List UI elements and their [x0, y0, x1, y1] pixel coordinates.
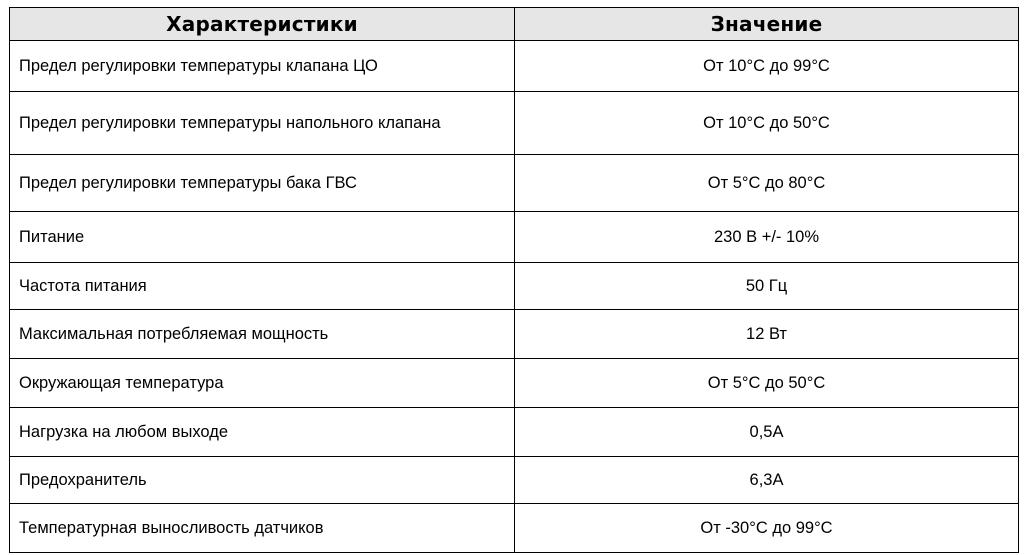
- row-name: Окружающая температура: [10, 359, 515, 408]
- row-name: Предохранитель: [10, 457, 515, 504]
- table-row: [10, 263, 1019, 310]
- row-value: 50 Гц: [515, 263, 1019, 310]
- table-row: [10, 41, 1019, 92]
- row-value: 0,5А: [515, 408, 1019, 457]
- table-header-row: [10, 8, 1019, 41]
- row-value: От 10°C до 99°C: [515, 41, 1019, 92]
- row-name: Нагрузка на любом выходе: [10, 408, 515, 457]
- table-row: [10, 504, 1019, 553]
- row-name: Предел регулировки температуры клапана ЦО: [10, 41, 515, 92]
- row-value: 6,3А: [515, 457, 1019, 504]
- row-value: От -30°C до 99°C: [515, 504, 1019, 553]
- row-value: От 10°C до 50°C: [515, 92, 1019, 155]
- table-row: [10, 457, 1019, 504]
- table-row: [10, 155, 1019, 212]
- header-value: Значение: [515, 8, 1019, 41]
- table-row: [10, 92, 1019, 155]
- table-row: [10, 359, 1019, 408]
- row-value: От 5°C до 50°C: [515, 359, 1019, 408]
- specifications-table: [9, 7, 1019, 553]
- row-value: 230 В +/- 10%: [515, 212, 1019, 263]
- table-row: [10, 408, 1019, 457]
- table-row: [10, 310, 1019, 359]
- row-name: Питание: [10, 212, 515, 263]
- table-row: [10, 212, 1019, 263]
- row-value: 12 Вт: [515, 310, 1019, 359]
- row-name: Предел регулировки температуры бака ГВС: [10, 155, 515, 212]
- row-name: Температурная выносливость датчиков: [10, 504, 515, 553]
- row-name: Предел регулировки температуры напольного клапана: [10, 92, 515, 155]
- row-value: От 5°C до 80°C: [515, 155, 1019, 212]
- row-name: Максимальная потребляемая мощность: [10, 310, 515, 359]
- header-characteristics: Характеристики: [10, 8, 515, 41]
- row-name: Частота питания: [10, 263, 515, 310]
